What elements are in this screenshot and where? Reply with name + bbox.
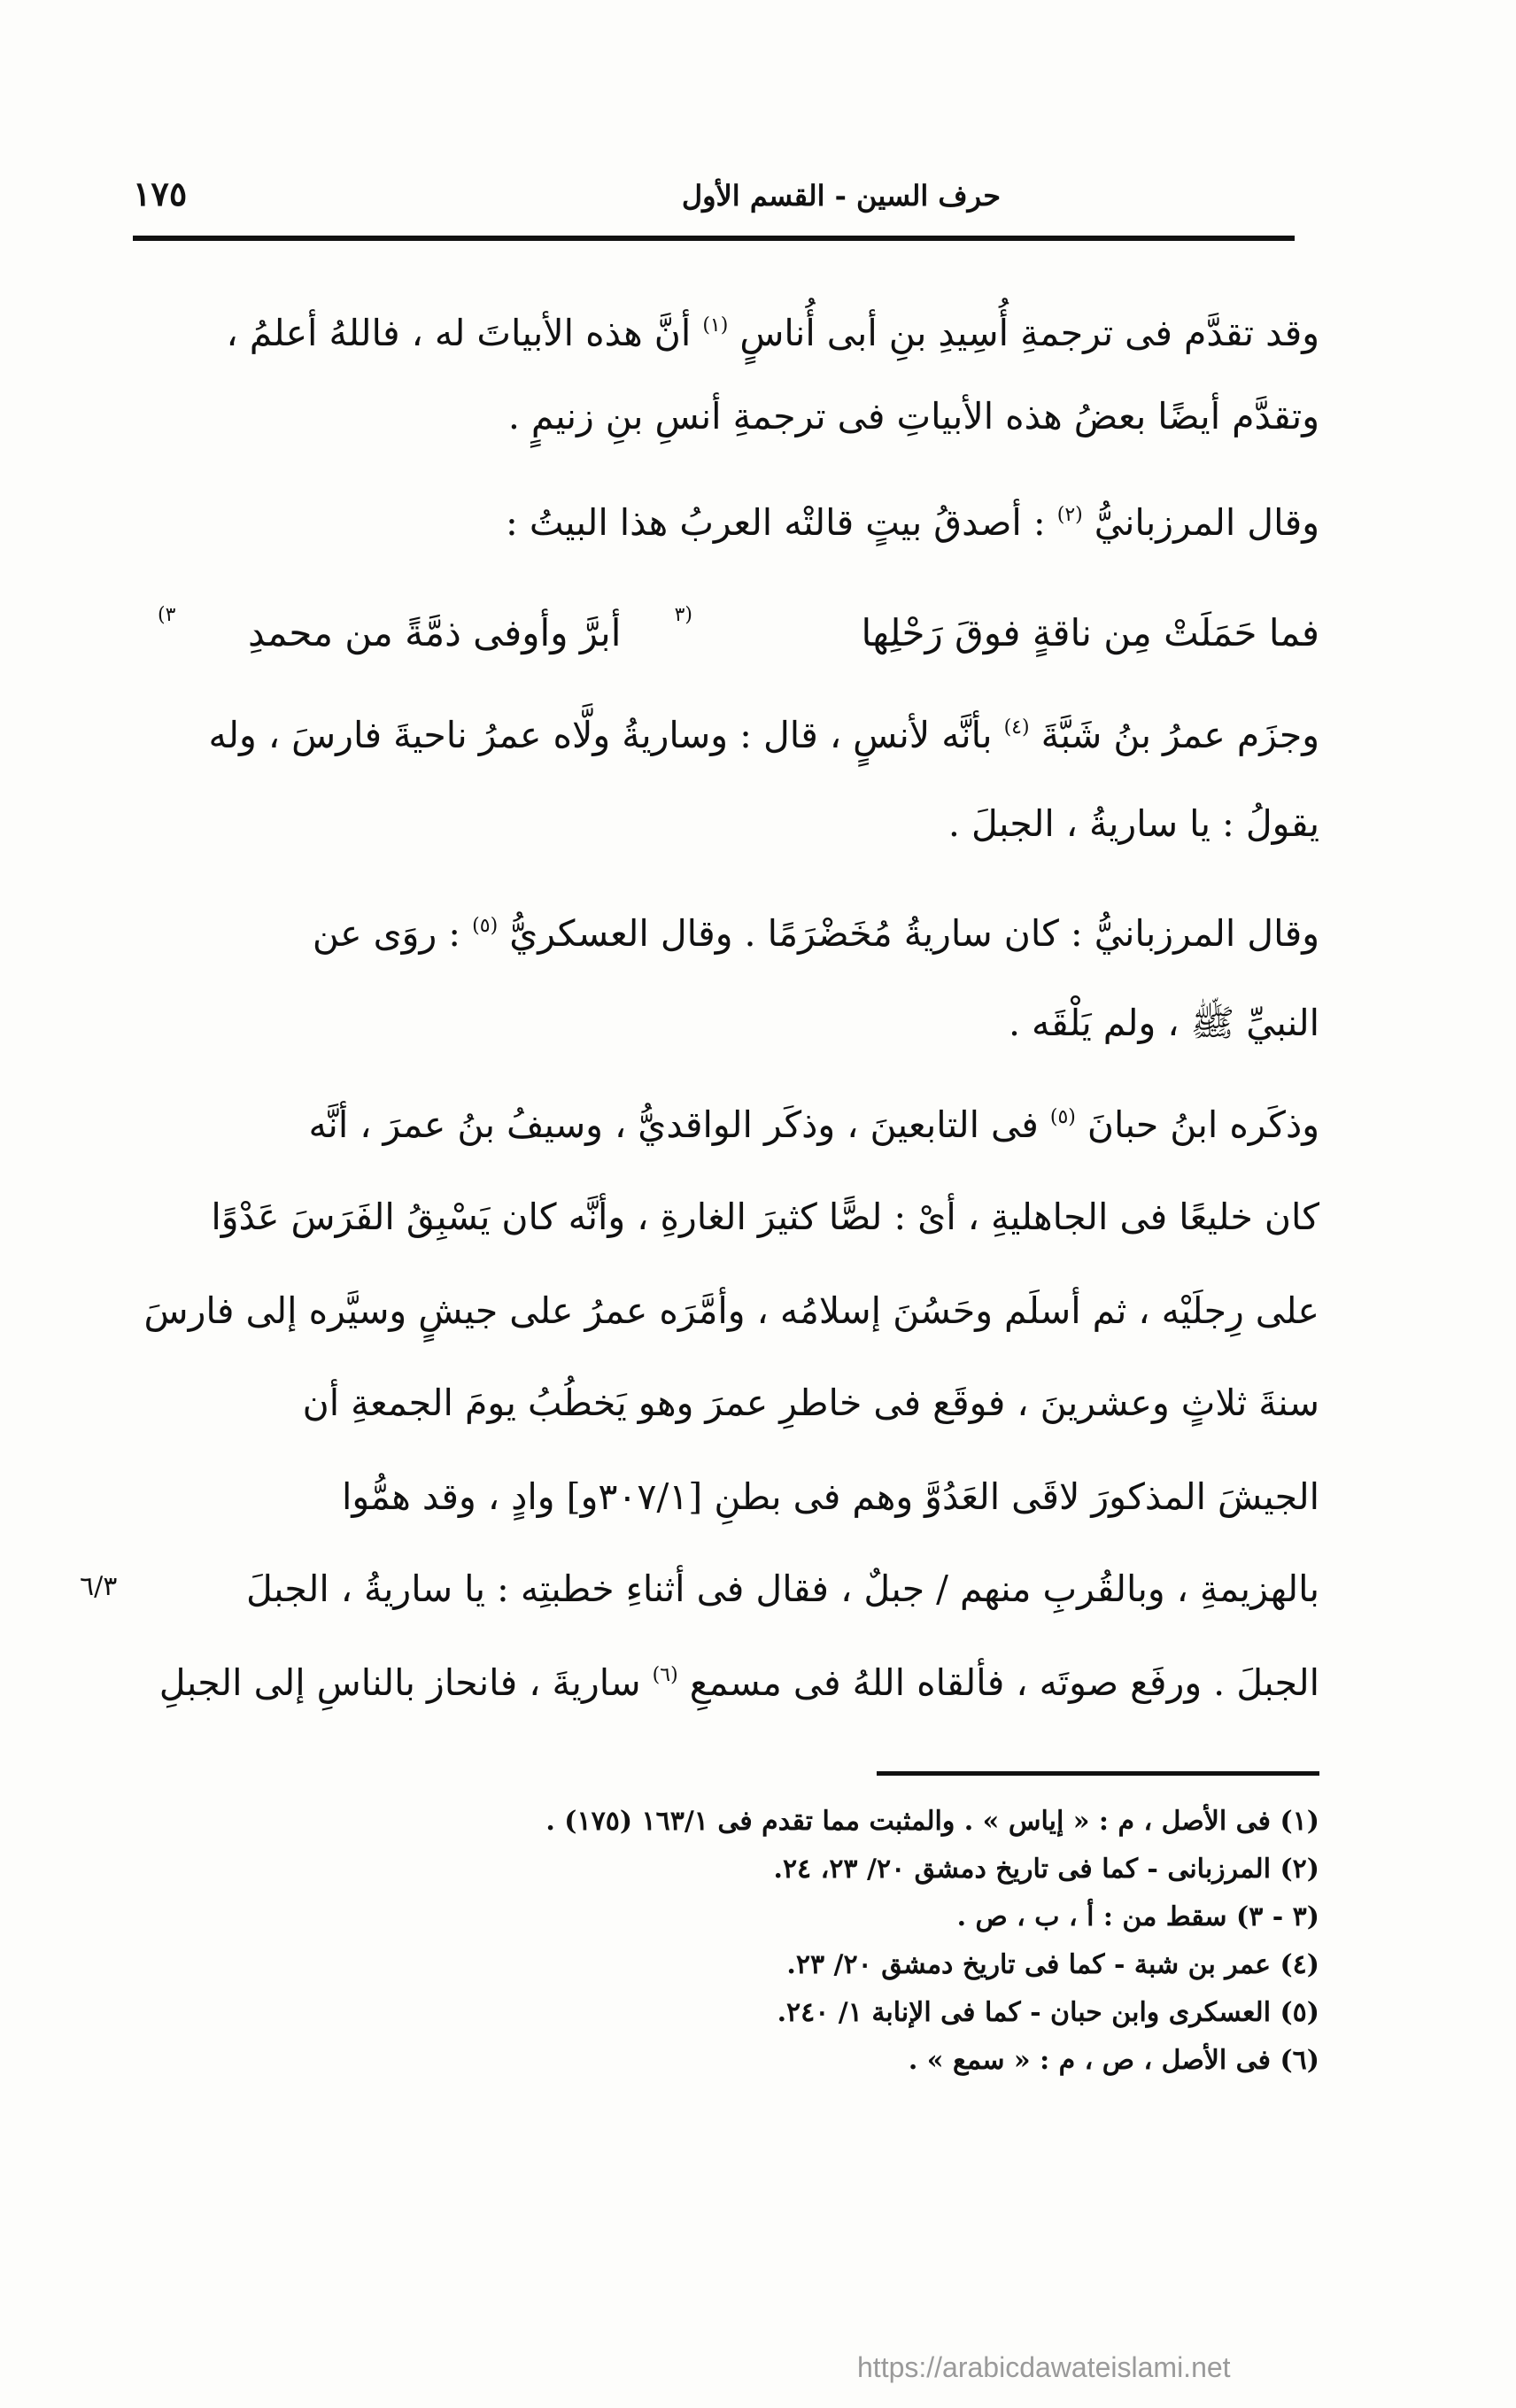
text-run: يقولُ : يا ساريةُ ، الجبلَ . — [948, 802, 1319, 845]
body-line — [177, 714, 1319, 756]
text-run: أنَّ هذه الأبياتَ له ، فاللهُ أعلمُ ، — [226, 312, 692, 354]
text-run: بالهزيمةِ ، وبالقُربِ منهم / جبلٌ ، فقال فى أثناءِ خطبتِه : يا ساريةُ ، الجبلَ — [245, 1568, 1319, 1610]
text-run: النبيِّ ﷺ ، ولم يَلْقَه . — [1008, 1002, 1319, 1044]
text-run: : روَى عن — [312, 912, 461, 955]
text-run: كان خليعًا فى الجاهليةِ ، أىْ : لصًّا كثيرَ الغارةِ ، وأنَّه كان يَسْبِقُ الفَرَسَ عَدْوًا — [211, 1196, 1319, 1238]
body-line — [177, 312, 1319, 354]
body-line — [177, 1382, 1319, 1424]
footnote-rule — [877, 1771, 1319, 1776]
footnote-ref: (١) — [702, 314, 729, 337]
verse-mark-open: (٣ — [674, 604, 692, 626]
body-line — [177, 1475, 1319, 1518]
text-run: وقد تقدَّم فى ترجمةِ أُسِيدِ بنِ أبى أُناسٍ — [739, 312, 1319, 354]
footnote-ref: (٢) — [1056, 504, 1083, 526]
body-line — [177, 1103, 1319, 1146]
body-line — [159, 1661, 1319, 1704]
body-line — [177, 1568, 1319, 1610]
page-header — [133, 174, 1293, 236]
margin-folio-note: ٦/٣ — [80, 1571, 118, 1602]
footnote-item: (٦) فى الأصل ، ص ، م : « سمع » . — [908, 2045, 1319, 2076]
body-line — [177, 395, 1319, 437]
text-run: الجبلَ . ورفَع صوتَه ، فألقاه اللهُ فى مسمعِ — [689, 1661, 1319, 1704]
footnote-item: (٢) المرزبانى - كما فى تاريخ دمشق ٢٠/ ٢٣، ٢٤. — [773, 1854, 1319, 1885]
footnote-ref: (٦) — [652, 1664, 678, 1686]
text-run: على رِجلَيْه ، ثم أسلَم وحَسُنَ إسلامُه ، وأمَّرَه عمرُ على جيشٍ وسيَّره إلى فارسَ — [143, 1289, 1319, 1332]
watermark-url: https://arabicdawateislami.net — [857, 2351, 1231, 2383]
text-run: فى التابعينَ ، وذكَر الواقديُّ ، وسيفُ بنُ عمرَ ، أنَّه — [308, 1103, 1039, 1146]
body-line — [177, 802, 1319, 845]
text-run: بأنَّه لأنسٍ ، قال : وساريةُ ولَّاه عمرُ ناحيةَ فارسَ ، وله — [208, 714, 993, 756]
footnote-item: (٣ - ٣) سقط من : أ ، ب ، ص . — [956, 1901, 1319, 1932]
text-run: سنةَ ثلاثٍ وعشرينَ ، فوقَع فى خاطرِ عمرَ وهو يَخطُبُ يومَ الجمعةِ أن — [302, 1382, 1319, 1424]
footnotes — [177, 1798, 1319, 2085]
body-line — [177, 912, 1319, 955]
verse-mark-close: ٣) — [158, 604, 176, 626]
footnote-item: (٥) العسكرى وابن حبان - كما فى الإنابة ١/ ٢٤٠. — [777, 1997, 1319, 2028]
text-run: : أصدقُ بيتٍ قالتْه العربُ هذا البيتُ : — [505, 501, 1046, 544]
text-run: وذكَره ابنُ حبانَ — [1087, 1103, 1319, 1146]
body-line — [177, 501, 1319, 544]
header-rule — [133, 236, 1295, 241]
footnote-ref: (٥) — [472, 915, 499, 937]
footnote-item: (١) فى الأصل ، م : « إياس » . والمثبت مما تقدم فى ١٦٣/١ (١٧٥) . — [545, 1806, 1319, 1837]
verse-hemistich-first: فما حَمَلَتْ مِن ناقةٍ فوقَ رَحْلِها — [861, 611, 1319, 654]
text-run: وتقدَّم أيضًا بعضُ هذه الأبياتِ فى ترجمةِ أنسِ بنِ زنيمٍ . — [507, 395, 1319, 437]
footnote-ref: (٥) — [1049, 1106, 1076, 1128]
text-run: وقال المرزبانيُّ — [1094, 501, 1319, 544]
verse-hemistich-second: أبرَّ وأوفى ذمَّةً من محمدِ — [248, 611, 622, 654]
page-number: ١٧٥ — [133, 174, 188, 213]
body-line — [143, 1289, 1319, 1332]
text-run: وقال المرزبانيُّ : كان ساريةُ مُخَضْرَمًا . وقال العسكريُّ — [509, 912, 1319, 955]
body-line — [177, 1196, 1319, 1238]
running-title: حرف السين - القسم الأول — [681, 179, 1001, 213]
text-run: ساريةَ ، فانحاز بالناسِ إلى الجبلِ — [159, 1661, 641, 1704]
footnote-item: (٤) عمر بن شبة - كما فى تاريخ دمشق ٢٠/ ٢٣. — [786, 1949, 1319, 1980]
text-run: الجيشَ المذكورَ لاقَى العَدُوَّ وهم فى بطنِ [٣٠٧/١و] وادٍ ، وقد همُّوا — [341, 1475, 1319, 1518]
body-line — [177, 1001, 1319, 1054]
text-run: وجزَم عمرُ بنُ شَبَّةَ — [1040, 714, 1319, 756]
footnote-ref: (٤) — [1003, 716, 1030, 739]
